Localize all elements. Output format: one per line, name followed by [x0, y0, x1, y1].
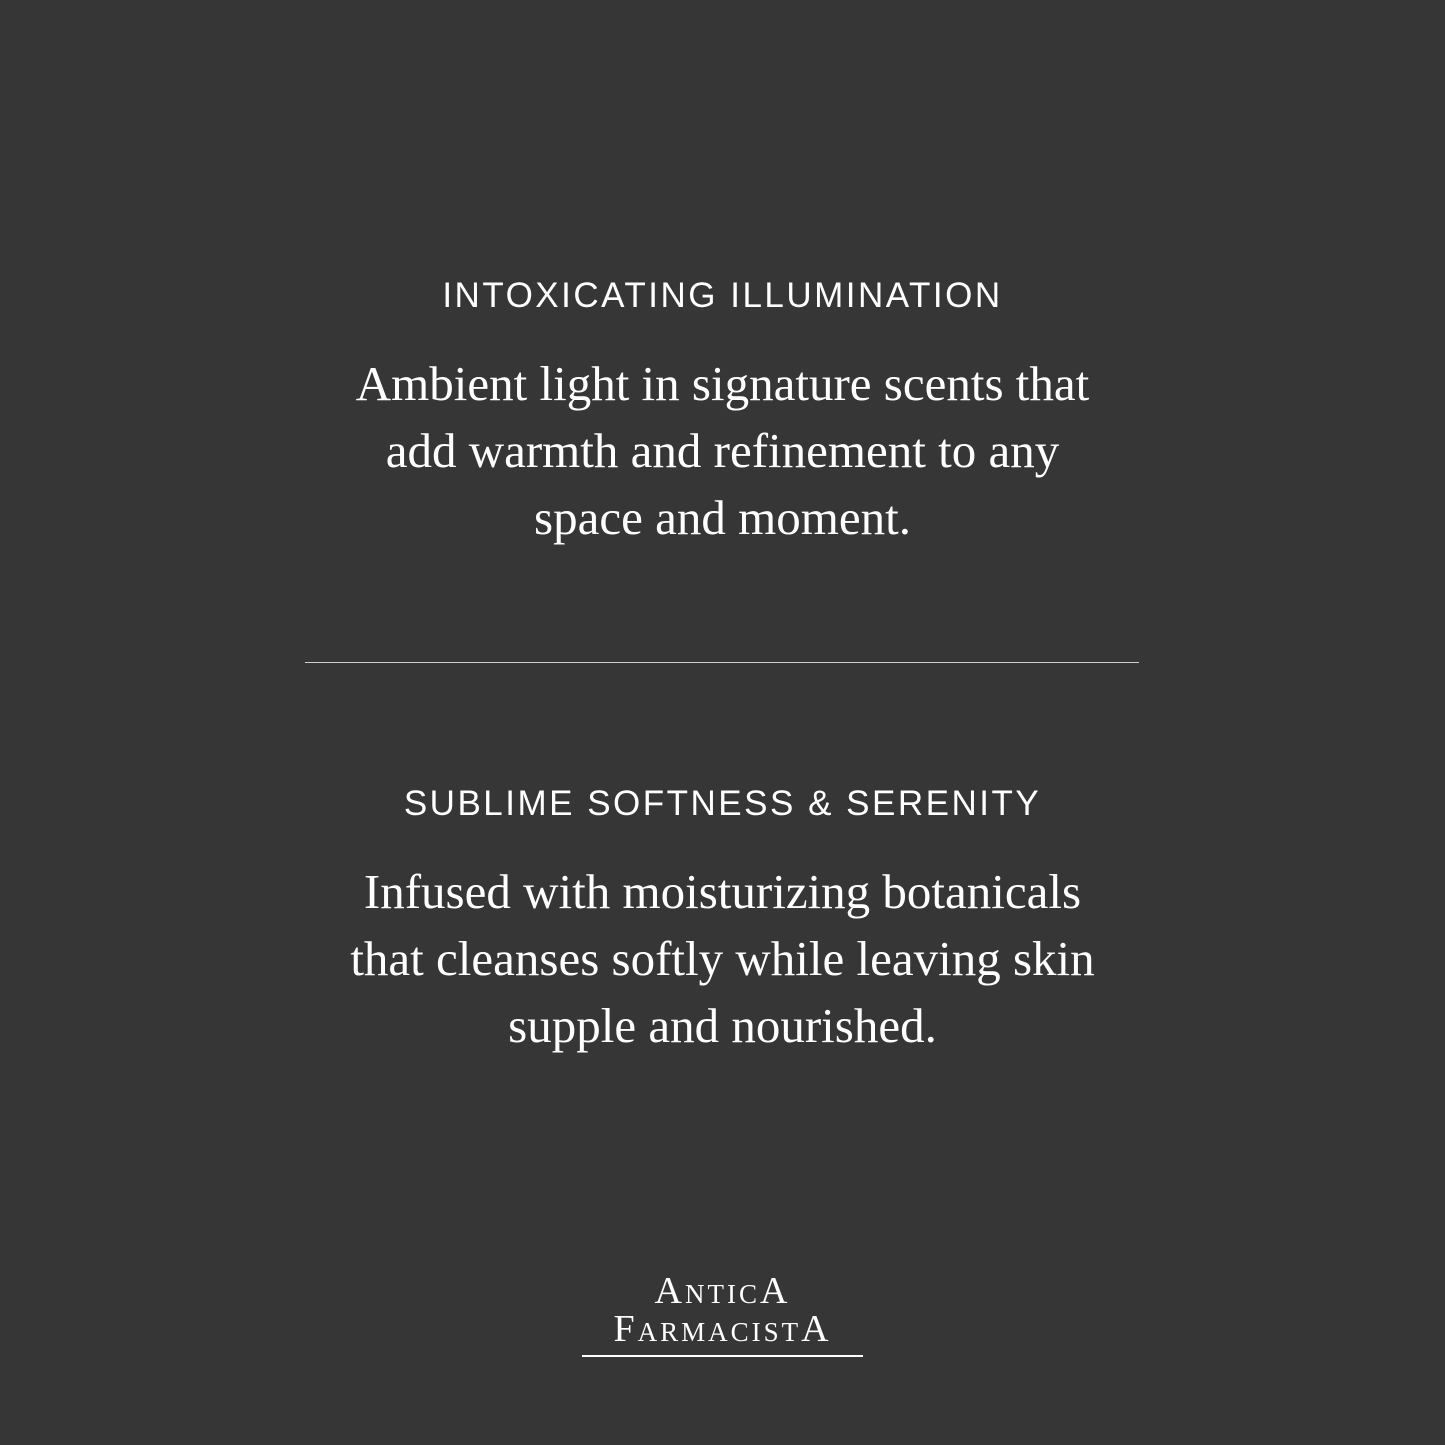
description-line: add warmth and refinement to any — [385, 423, 1060, 478]
feature-description — [313, 858, 1133, 1059]
feature-heading: SUBLIME SOFTNESS & SERENITY — [403, 784, 1042, 823]
feature-description — [313, 350, 1133, 551]
logo-underline — [582, 1355, 863, 1357]
feature-illumination — [0, 270, 1445, 551]
logo-text: FarmacistA — [613, 1308, 832, 1350]
feature-softness — [0, 778, 1445, 1059]
description-line: space and moment. — [534, 490, 911, 545]
logo-line-2 — [582, 1310, 863, 1348]
description-line: supple and nourished. — [508, 998, 937, 1053]
description-line: Infused with moisturizing botanicals — [363, 864, 1082, 919]
brand-logo — [582, 1272, 863, 1357]
feature-heading: INTOXICATING ILLUMINATION — [442, 276, 1003, 315]
logo-text: AnticA — [654, 1270, 791, 1312]
section-divider — [305, 662, 1139, 663]
description-line: that cleanses softly while leaving skin — [350, 931, 1095, 986]
logo-line-1 — [582, 1272, 863, 1310]
description-line: Ambient light in signature scents that — [355, 356, 1090, 411]
